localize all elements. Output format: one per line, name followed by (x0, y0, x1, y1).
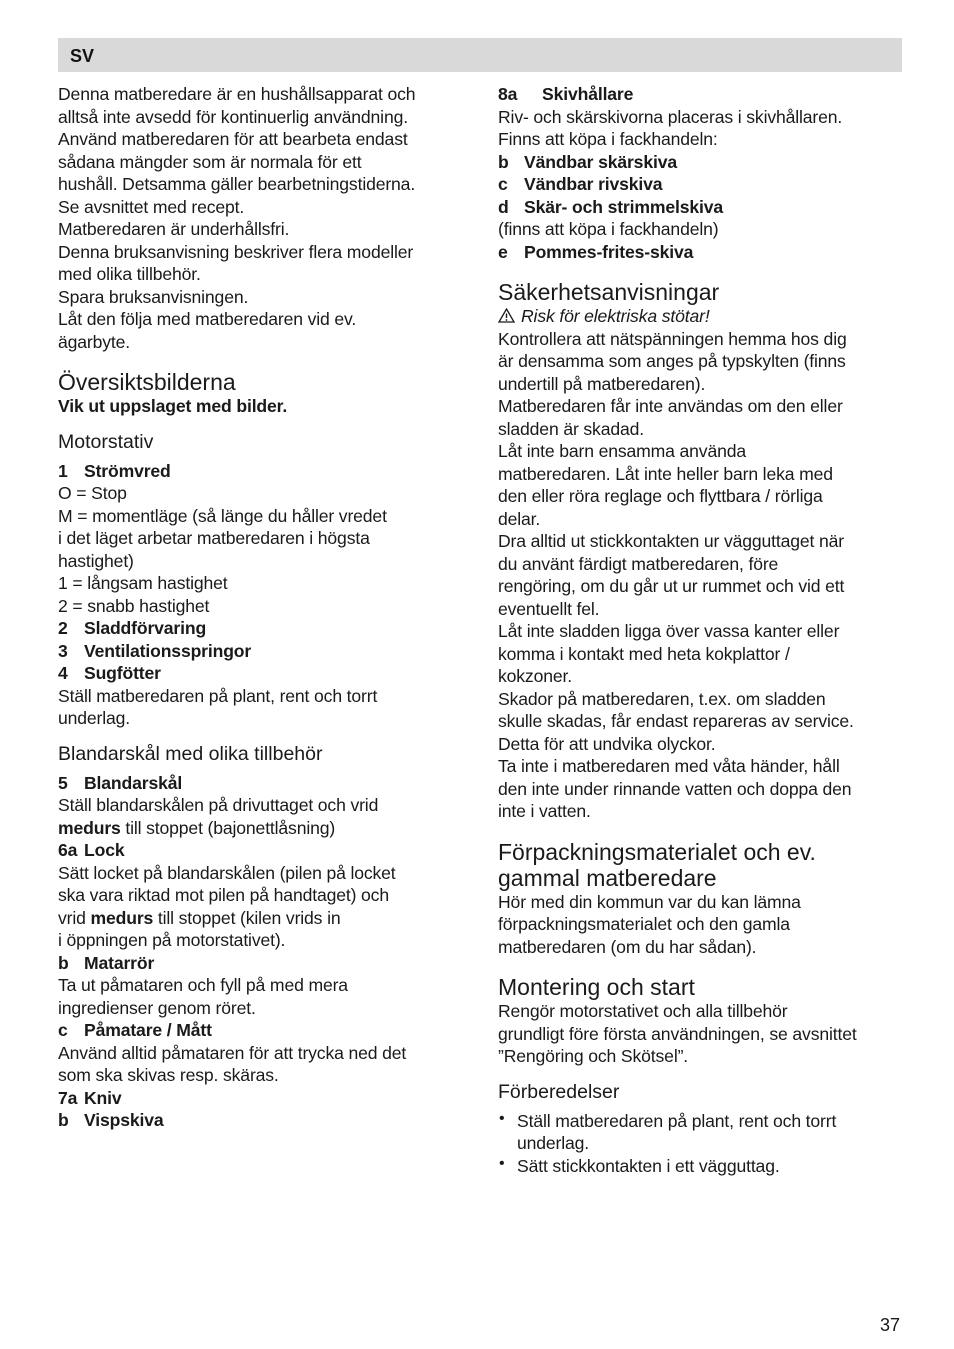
item-label: Kniv (84, 1087, 122, 1108)
safety-line: matberedaren. Låt inte heller barn leka med (498, 463, 833, 484)
item-number: c (58, 1020, 68, 1040)
item-label: Vispskiva (84, 1110, 164, 1130)
item-1 (58, 460, 468, 483)
motor-base-heading: Motorstativ (58, 430, 154, 453)
mounting-line: Rengör motorstativet och alla tillbehör (498, 1001, 788, 1021)
safety-line: rengöring, om du går ut ur rummet och vid ett (498, 576, 845, 596)
item-1-line: M = momentläge (så länge du håller vredet (58, 505, 387, 526)
item-number: b (58, 952, 69, 973)
item-number: c (498, 174, 508, 194)
item-label: Ventilationsspringor (84, 640, 252, 661)
item-3 (58, 640, 468, 663)
preparations-heading: Förberedelser (498, 1080, 620, 1103)
overview-subheading: Vik ut uppslaget med bilder. (58, 396, 288, 416)
item-number: b (58, 1110, 69, 1130)
item-6a-line: ska vara riktad mot pilen på handtaget) och (58, 885, 389, 905)
emphasis: medurs (58, 817, 121, 838)
item-1-line: hastighet) (58, 550, 134, 571)
safety-line: inte i vatten. (498, 801, 591, 821)
item-6b-line: Ta ut påmataren och fyll på med mera (58, 975, 348, 995)
warning-line (498, 305, 908, 328)
overview-heading: Översiktsbilderna (58, 369, 236, 395)
item-1-line: O = Stop (58, 483, 127, 503)
item-6b-line: ingredienser genom röret. (58, 997, 256, 1018)
intro-line: med olika tillbehör. (58, 264, 201, 284)
language-header-bar (58, 38, 902, 72)
intro-line: Denna matberedare är en hushållsapparat och (58, 84, 416, 104)
intro-line: hushåll. Detsamma gäller bearbetningstiderna. (58, 174, 416, 194)
item-8a (498, 83, 908, 106)
safety-heading: Säkerhetsanvisningar (498, 279, 720, 305)
warning-triangle-icon (498, 308, 515, 323)
packaging-heading (498, 839, 908, 891)
item-label: Blandarskål (84, 772, 183, 793)
item-1-line: 2 = snabb hastighet (58, 595, 210, 616)
bullet-line: • Ställ matberedaren på plant, rent och torrt (517, 1110, 837, 1131)
item-label: Sladdförvaring (84, 618, 207, 638)
item-7a (58, 1087, 468, 1110)
intro-line: Låt den följa med matberedaren vid ev. (58, 309, 357, 329)
item-number: d (498, 196, 509, 217)
item-number: 2 (58, 618, 68, 638)
intro-line: Spara bruksanvisningen. (58, 286, 249, 307)
bullet-item (498, 1155, 908, 1178)
page-number: 37 (880, 1315, 901, 1335)
item-number: 4 (58, 663, 68, 683)
packaging-line: Hör med din kommun var du kan lämna (498, 891, 801, 912)
item-2 (58, 617, 468, 640)
emphasis: medurs (90, 907, 154, 928)
item-label: Lock (84, 840, 125, 860)
item-8a-line: Finns att köpa i fackhandeln: (498, 129, 718, 149)
item-label: Vändbar rivskiva (524, 174, 663, 194)
bowl-accessories-heading: Blandarskål med olika tillbehör (58, 742, 323, 765)
mounting-line: grundligt före första användningen, se avsnittet (498, 1023, 857, 1044)
safety-line: den inte under rinnande vatten och doppa den (498, 778, 852, 799)
item-6b (58, 952, 468, 975)
item-number: 1 (58, 460, 68, 481)
item-4-line: Ställ matberedaren på plant, rent och torrt (58, 685, 378, 706)
item-5-line (58, 817, 468, 840)
safety-line: den eller röra reglage och flyttbara / rörliga (498, 486, 823, 506)
item-1-line: 1 = långsam hastighet (58, 573, 228, 593)
item-6a (58, 839, 468, 862)
item-8d (498, 196, 908, 219)
item-number: b (498, 151, 509, 172)
item-4 (58, 662, 468, 685)
packaging-line: förpackningsmaterialet och den gamla (498, 914, 790, 934)
item-5 (58, 772, 468, 795)
right-column (498, 83, 908, 1177)
item-6c-line: som ska skivas resp. skäras. (58, 1065, 279, 1085)
item-8a-line: Riv- och skärskivorna placeras i skivhållaren. (498, 106, 843, 127)
safety-line: du använt färdigt matberedaren, före (498, 553, 779, 574)
item-5-line: Ställ blandarskålen på drivuttaget och vrid (58, 795, 379, 815)
intro-line: Använd matberedaren för att bearbeta endast (58, 129, 408, 149)
safety-line: Låt inte barn ensamma använda (498, 441, 746, 461)
safety-line: eventuellt fel. (498, 598, 600, 619)
safety-line: Detta för att undvika olyckor. (498, 733, 716, 754)
intro-line: sådana mängder som är normala för ett (58, 151, 362, 172)
safety-line: delar. (498, 508, 541, 529)
safety-line: komma i kontakt med heta kokplattor / (498, 643, 790, 664)
item-number: 7a (58, 1087, 78, 1108)
item-7b (58, 1109, 468, 1132)
item-number: e (498, 241, 508, 262)
item-label: Strömvred (84, 460, 171, 481)
safety-line: Matberedaren får inte användas om den eller (498, 396, 843, 416)
item-label: Matarrör (84, 952, 155, 973)
item-number: 5 (58, 772, 68, 793)
bullet-item (498, 1110, 908, 1155)
packaging-line: matberedaren (om du har sådan). (498, 936, 757, 957)
intro-text (58, 83, 468, 353)
mounting-line: ”Rengöring och Skötsel”. (498, 1046, 689, 1066)
item-4-line: underlag. (58, 708, 131, 728)
item-6c-line: Använd alltid påmataren för att trycka ned det (58, 1042, 407, 1063)
item-8b (498, 151, 908, 174)
intro-line: Se avsnittet med recept. (58, 196, 245, 217)
item-label: Pommes-frites-skiva (524, 241, 694, 262)
safety-line: undertill på matberedaren). (498, 373, 706, 394)
item-6a-line (58, 907, 468, 930)
bullet-line: • Sätt stickkontakten i ett vägguttag. (517, 1155, 780, 1176)
text: till stoppet (bajonettlåsning) (120, 817, 336, 838)
left-column (58, 83, 468, 1132)
language-code: SV (70, 46, 95, 66)
item-number: 8a (498, 84, 518, 104)
heading-line: Förpackningsmaterialet och ev. (498, 838, 816, 865)
item-6a-line: i öppningen på motorstativet). (58, 930, 286, 950)
item-8e (498, 241, 908, 264)
safety-line: Låt inte sladden ligga över vassa kanter eller (498, 621, 840, 641)
intro-line: alltså inte avsedd för kontinuerlig användning. (58, 106, 408, 127)
intro-line: Matberedaren är underhållsfri. (58, 219, 290, 239)
safety-line: är densamma som anges på typskylten (finns (498, 351, 846, 371)
bullet-line: underlag. (517, 1133, 590, 1153)
intro-line: ägarbyte. (58, 331, 131, 352)
item-label: Skivhållare (542, 84, 634, 104)
item-number: 6a (58, 840, 78, 860)
item-8d-note: (finns att köpa i fackhandeln) (498, 219, 719, 239)
item-label: Vändbar skärskiva (524, 151, 677, 172)
safety-line: Kontrollera att nätspänningen hemma hos dig (498, 328, 847, 349)
item-8c (498, 173, 908, 196)
item-label: Påmatare / Mått (84, 1020, 212, 1040)
safety-line: skulle skadas, får endast repareras av service. (498, 711, 854, 731)
heading-line: gammal matberedare (498, 864, 717, 891)
item-label: Sugfötter (84, 663, 161, 683)
warning-text: Risk för elektriska stötar! (521, 306, 710, 326)
safety-line: Skador på matberedaren, t.ex. om sladden (498, 688, 826, 709)
text: vrid (58, 907, 91, 928)
item-6c (58, 1019, 468, 1042)
safety-line: Ta inte i matberedaren med våta händer, håll (498, 756, 840, 776)
item-6a-line: Sätt locket på blandarskålen (pilen på locket (58, 862, 396, 883)
mounting-heading: Montering och start (498, 974, 695, 1000)
item-label: Skär- och strimmelskiva (524, 196, 723, 217)
safety-line: kokzoner. (498, 666, 572, 686)
safety-line: Dra alltid ut stickkontakten ur vägguttaget när (498, 531, 844, 551)
intro-line: Denna bruksanvisning beskriver flera modeller (58, 241, 414, 262)
item-1-line: i det läget arbetar matberedaren i högsta (58, 528, 370, 548)
safety-line: sladden är skadad. (498, 418, 644, 439)
text: till stoppet (kilen vrids in (153, 907, 341, 928)
item-number: 3 (58, 640, 68, 661)
